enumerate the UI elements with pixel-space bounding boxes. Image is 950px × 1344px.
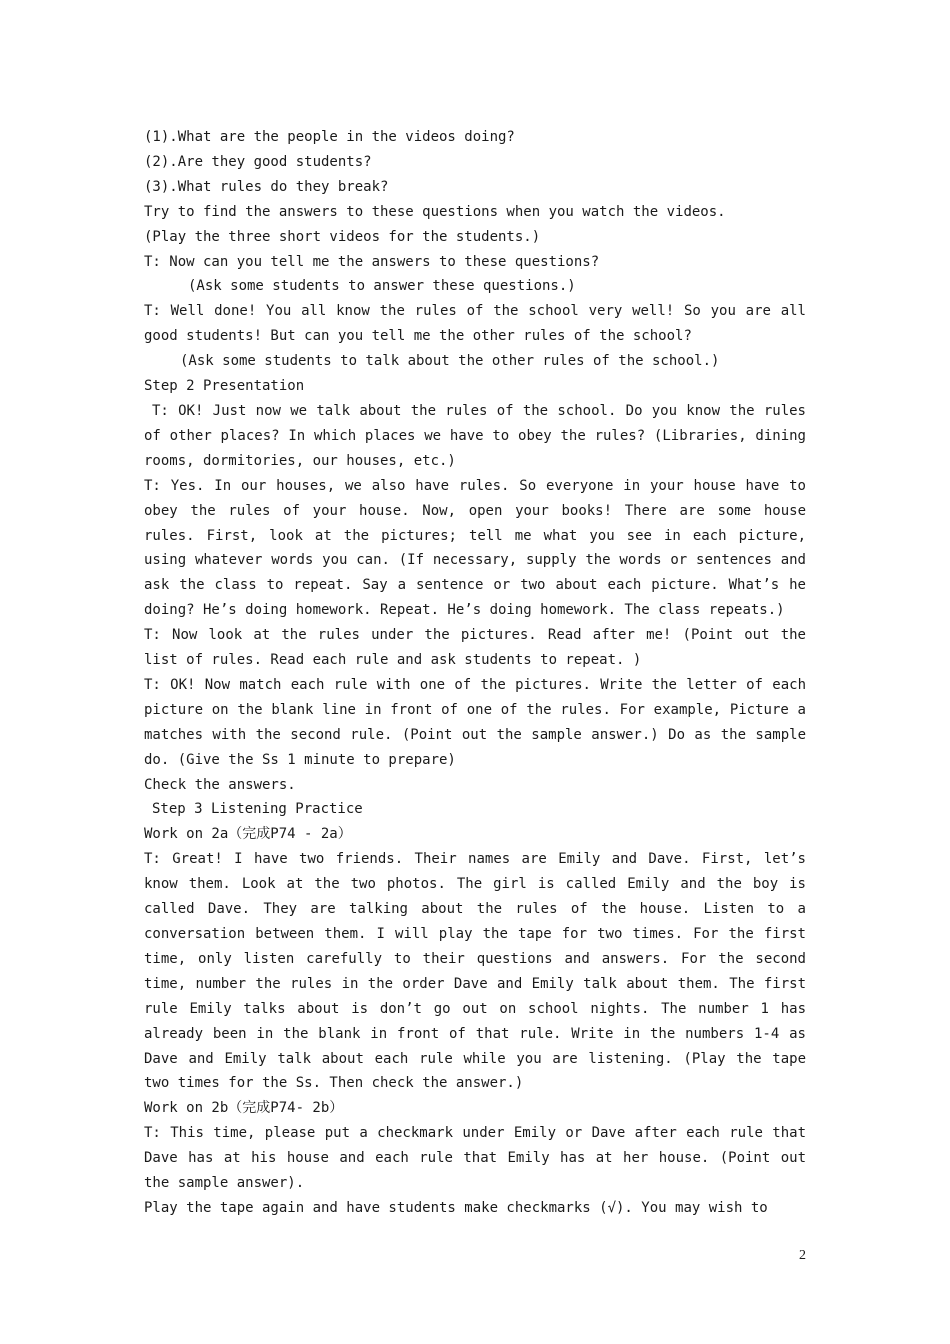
stage-direction: (Play the three short videos for the students.) <box>144 228 541 245</box>
instruction-line: Check the answers. <box>144 776 296 793</box>
work-heading: Work on 2b（完成P74- 2b） <box>144 1100 344 1117</box>
page-content <box>144 125 806 1221</box>
teacher-paragraph: T: Yes. In our houses, we also have rules. So everyone in your house have to obey the rules of your house. Now, open your books! There are some house rules. First, look at the pictures; tell me what you see in each picture, using whatever words you can. (If necessary, supply the words or sentences and ask the class to repeat. Say a sentence or two about each picture. What’s he doing? He’s doing homework. Repeat. He’s doing homework. The class repeats.) <box>144 477 806 619</box>
step-heading: Step 3 Listening Practice <box>152 801 363 818</box>
teacher-paragraph: T: OK! Just now we talk about the rules of the school. Do you know the rules of other places? In which places we have to obey the rules? (Libraries, dining rooms, dormitories, our houses, etc.) <box>144 402 806 469</box>
stage-direction: (Ask some students to answer these questions.) <box>188 278 576 295</box>
teacher-paragraph: T: OK! Now match each rule with one of the pictures. Write the letter of each picture on the blank line in front of one of the rules. For example, Picture a matches with the second rule. (Point out the sample answer.) Do as the sample do. (Give the Ss 1 minute to prepare) <box>144 676 806 768</box>
teacher-paragraph: T: This time, please put a checkmark under Emily or Dave after each rule that Dave has at his house and each rule that Emily has at her house. (Point out the sample answer). <box>144 1125 806 1192</box>
teacher-line: T: Now can you tell me the answers to these questions? <box>144 253 600 270</box>
stage-direction: (Ask some students to talk about the other rules of the school.) <box>180 353 720 370</box>
question-3: (3).What rules do they break? <box>144 178 389 195</box>
instruction-paragraph: Play the tape again and have students make checkmarks (√). You may wish to <box>144 1199 768 1216</box>
teacher-paragraph: T: Well done! You all know the rules of the school very well! So you are all good students! But can you tell me the other rules of the school? <box>144 303 806 345</box>
instruction-line: Try to find the answers to these questions when you watch the videos. <box>144 203 726 220</box>
step-heading: Step 2 Presentation <box>144 378 305 395</box>
teacher-paragraph: T: Great! I have two friends. Their names are Emily and Dave. First, let’s know them. Look at the two photos. The girl is called Emily and the boy is called Dave. They are talking about the rules of the house. Listen to a conversation between them. I will play the tape for two times. For the first time, only listen carefully to their questions and answers. For the second time, number the rules in the order Dave and Emily talk about them. The first rule Emily talks about is don’t go out on school nights. The number 1 has already been in the blank in front of that rule. Write in the numbers 1-4 as Dave and Emily talk about each rule while you are listening. (Play the tape two times for the Ss. Then check the answer.) <box>144 851 806 1092</box>
work-heading: Work on 2a（完成P74 - 2a） <box>144 826 352 843</box>
page-number: 2 <box>799 1248 806 1263</box>
question-2: (2).Are they good students? <box>144 153 372 170</box>
question-1: (1).What are the people in the videos doing? <box>144 129 515 145</box>
teacher-paragraph: T: Now look at the rules under the pictures. Read after me! (Point out the list of rules. Read each rule and ask students to repeat. ) <box>144 627 806 669</box>
